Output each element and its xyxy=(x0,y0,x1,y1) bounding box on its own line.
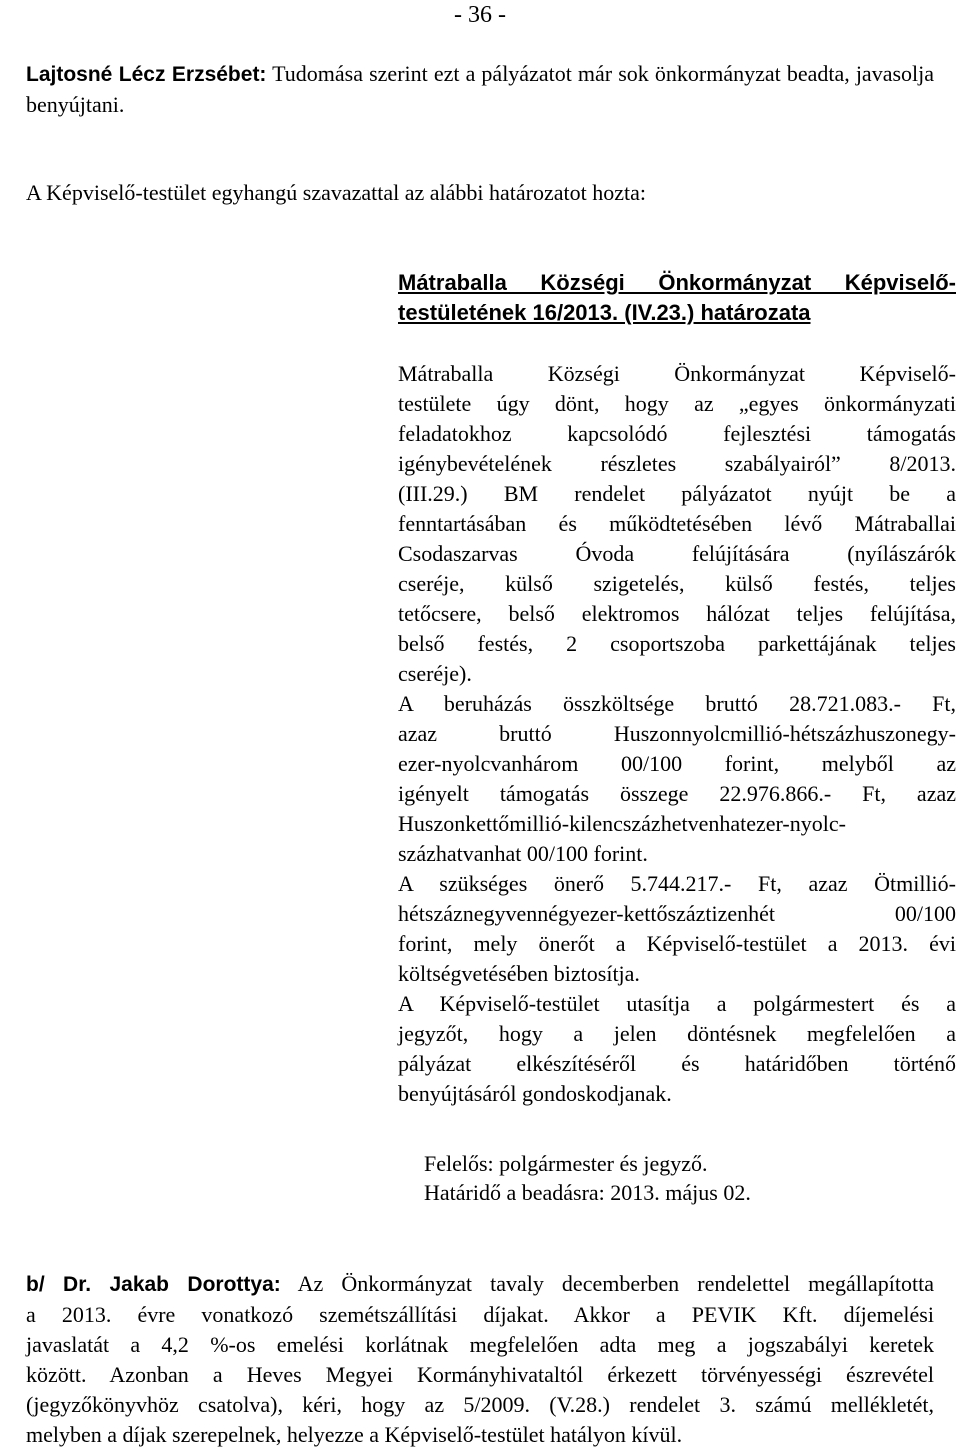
resolution-body xyxy=(398,359,956,1109)
resolution-body-line: forint, mely önerőt a Képviselő-testület a 2013. évi xyxy=(398,931,956,956)
paragraph-lajtosne xyxy=(26,59,934,120)
paragraph-b-line: a 2013. évre vonatkozó szemétszállítási díjakat. Akkor a PEVIK Kft. díjemelési xyxy=(26,1302,934,1327)
resolution-body-line: igényelt támogatás összege 22.976.866.- Ft, azaz xyxy=(398,781,956,806)
resolution-body-line: fenntartásában és működtetésében lévő Mátraballai xyxy=(398,511,956,536)
resolution-body-line: feladatokhoz kapcsolódó fejlesztési támogatás xyxy=(398,421,956,446)
speaker-name: b/ Dr. Jakab Dorottya: xyxy=(26,1273,281,1296)
resolution-body-line: A szükséges önerő 5.744.217.- Ft, azaz Ötmillió- xyxy=(398,871,956,896)
resolution-title xyxy=(398,268,956,328)
speaker-name: Lajtosné Lécz Erzsébet: xyxy=(26,63,267,86)
resolution-body-line: cseréje, külső szigetelés, külső festés, teljes xyxy=(398,571,956,596)
resolution-body-line: belső festés, 2 csoportszoba parkettájának teljes xyxy=(398,631,956,656)
paragraph-b-line: melyben a díjak szerepelnek, helyezze a Képviselő-testület hatályon kívül. xyxy=(26,1422,683,1447)
resolution-body-line: azaz bruttó Huszonnyolcmillió-hétszázhuszonegy- xyxy=(398,721,956,746)
responsible-line: Felelős: polgármester és jegyző. xyxy=(424,1151,708,1176)
resolution-body-line: jegyzőt, hogy a jelen döntésnek megfelelően a xyxy=(398,1021,956,1046)
paragraph-b-jakab xyxy=(26,1269,934,1450)
page-number: - 36 - xyxy=(454,2,506,28)
resolution-body-line: hétszáznegyvennégyezer-kettőszáztizenhét 00/100 xyxy=(398,901,956,926)
resolution-body-line: cseréje). xyxy=(398,661,472,686)
resolution-body-line: pályázat elkészítéséről és határidőben történő xyxy=(398,1051,956,1076)
resolution-body-line: költségvetésében biztosítja. xyxy=(398,961,640,986)
resolution-title-line-1: Mátraballa Községi Önkormányzat Képviselő- xyxy=(398,270,956,295)
paragraph-b-line: javaslatát a 4,2 %-os emelési korlátnak megfelelően adta meg a jogszabályi keretek xyxy=(26,1332,934,1357)
resolution-body-line: testülete úgy dönt, hogy az „egyes önkormányzati xyxy=(398,391,956,416)
resolution-title-line-2: testületének 16/2013. (IV.23.) határozata xyxy=(398,300,811,325)
resolution-body-line: tetőcsere, belső elektromos hálózat teljes felújítása, xyxy=(398,601,956,626)
resolution-body-line: benyújtásáról gondoskodjanak. xyxy=(398,1081,672,1106)
paragraph-b-line: (jegyzőkönyvhöz csatolva), kéri, hogy az 5/2009. (V.28.) rendelet 3. számú mellékletét, xyxy=(26,1392,934,1417)
resolution-body-line: Mátraballa Községi Önkormányzat Képviselő- xyxy=(398,361,956,386)
paragraph-text: Tudomása szerint ezt a pályázatot már sok önkormányzat beadta, javasolja benyújtani. xyxy=(26,61,935,117)
resolution-body-line: százhatvanhat 00/100 forint. xyxy=(398,841,648,866)
resolution-body-line: (III.29.) BM rendelet pályázatot nyújt be a xyxy=(398,481,956,506)
resolution-body-line: Huszonkettőmillió-kilencszázhetvenhatezer-nyolc- xyxy=(398,811,846,836)
paragraph-vote: A Képviselő-testület egyhangú szavazattal az alábbi határozatot hozta: xyxy=(26,180,647,205)
resolution-body-line: Csodaszarvas Óvoda felújítására (nyílászárók xyxy=(398,541,956,566)
paragraph-text: Az Önkormányzat tavaly decemberben rendelettel megállapította xyxy=(280,1271,934,1296)
resolution-body-line: ezer-nyolcvanhárom 00/100 forint, melyből az xyxy=(398,751,956,776)
deadline-line: Határidő a beadásra: 2013. május 02. xyxy=(424,1180,751,1205)
resolution-body-line: igénybevételének részletes szabályairól” 8/2013. xyxy=(398,451,956,476)
resolution-body-line: A beruházás összköltsége bruttó 28.721.083.- Ft, xyxy=(398,691,956,716)
paragraph-b-line: között. Azonban a Heves Megyei Kormányhivataltól érkezett törvényességi észrevétel xyxy=(26,1362,934,1387)
paragraph-b-first-line xyxy=(26,1269,934,1300)
resolution-body-line: A Képviselő-testület utasítja a polgármestert és a xyxy=(398,991,956,1016)
